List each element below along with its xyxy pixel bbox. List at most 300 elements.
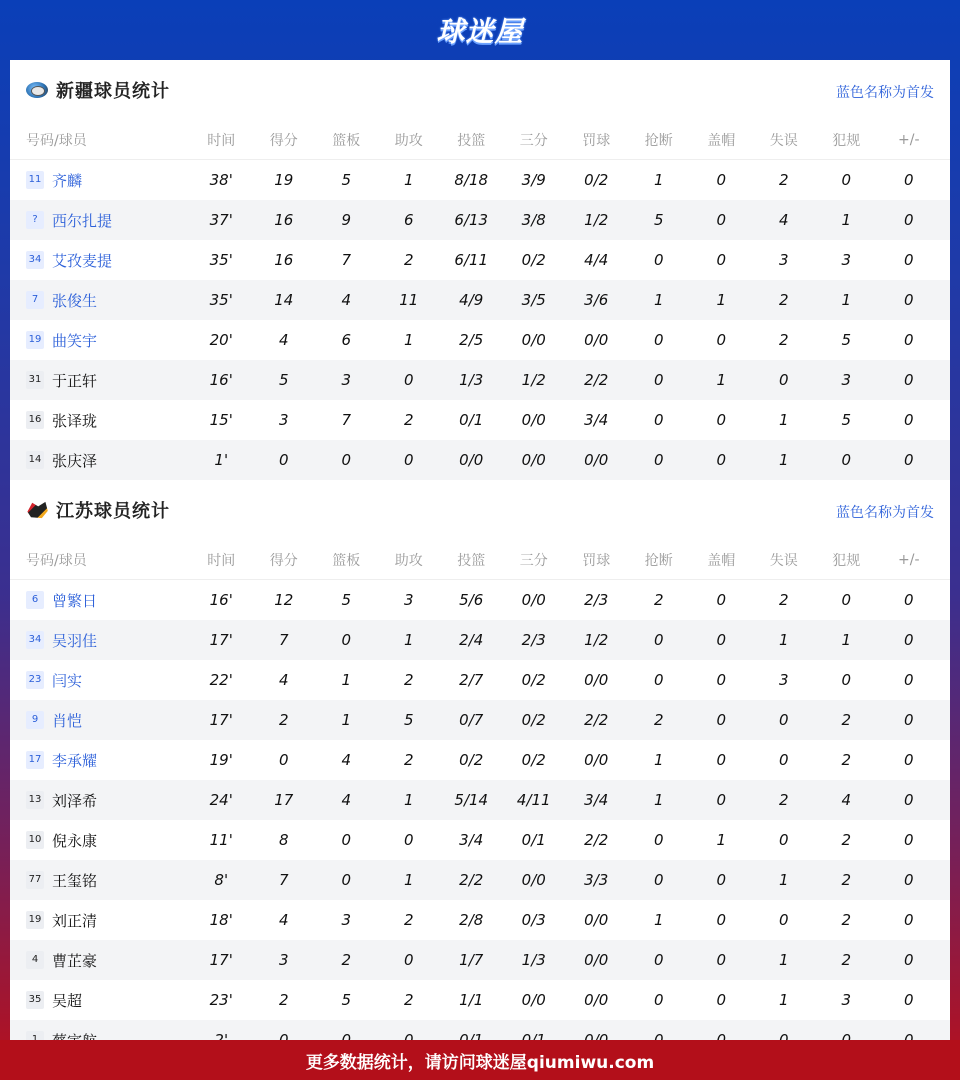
- stat-cell: 2: [778, 331, 789, 349]
- stat-cell: 0: [653, 631, 664, 649]
- stat-cell: 2: [278, 711, 289, 729]
- stat-cell: 4/4: [584, 251, 609, 269]
- stat-cell: 23': [209, 991, 233, 1009]
- stat-cell: 16: [274, 251, 294, 269]
- stat-cell: 0/2: [521, 251, 546, 269]
- jersey-number-badge: 23: [26, 671, 44, 689]
- stat-cell: 3: [778, 671, 789, 689]
- player-cell: [10, 450, 190, 471]
- stat-cell: 35': [209, 251, 233, 269]
- stat-cell: 1: [653, 911, 664, 929]
- jersey-number-badge: 9: [26, 711, 44, 729]
- player-cell: [10, 670, 190, 691]
- stat-cell: 5: [841, 411, 852, 429]
- stat-cell: 3: [841, 251, 852, 269]
- player-cell: [10, 990, 190, 1011]
- stat-cell: 0/0: [459, 451, 484, 469]
- stat-cell: 6/13: [454, 211, 489, 229]
- stat-cell: 18': [209, 911, 233, 929]
- player-cell: [10, 410, 190, 431]
- starter-note: 蓝色名称为首发: [836, 505, 934, 521]
- stat-cell: 24': [209, 791, 233, 809]
- team-header: [10, 480, 950, 540]
- stat-cell: 11: [399, 291, 419, 309]
- column-header: 篮板: [332, 132, 361, 149]
- stat-cell: 0/0: [584, 751, 609, 769]
- player-cell: [10, 250, 190, 271]
- stat-cell: 0: [716, 171, 727, 189]
- stat-cell: 1: [341, 711, 352, 729]
- stat-cell: 15': [209, 411, 233, 429]
- stat-cell: 1: [653, 171, 664, 189]
- player-row[interactable]: [10, 660, 950, 700]
- column-header: 投篮: [457, 552, 486, 569]
- stat-cell: 17': [209, 951, 233, 969]
- stat-cell: 1: [841, 631, 852, 649]
- stat-cell: 0/0: [584, 451, 609, 469]
- player-row[interactable]: [10, 320, 950, 360]
- stat-cell: 12: [274, 591, 294, 609]
- stat-cell: 0: [278, 451, 289, 469]
- player-name[interactable]: 曾繁日: [52, 591, 98, 610]
- stat-cell: 0: [653, 411, 664, 429]
- column-header: 失误: [769, 552, 798, 569]
- stat-cell: 3: [403, 591, 414, 609]
- team-title: 江苏球员统计: [56, 501, 170, 522]
- stat-cell: 1: [716, 371, 727, 389]
- stat-cell: 19: [274, 171, 294, 189]
- stat-cell: 0: [341, 831, 352, 849]
- column-header: 盖帽: [707, 552, 736, 569]
- stat-cell: 2: [841, 751, 852, 769]
- stat-cell: 2/7: [459, 671, 484, 689]
- stat-cell: 0: [903, 251, 914, 269]
- stat-cell: 0: [903, 631, 914, 649]
- stat-cell: 14: [274, 291, 294, 309]
- player-row: [10, 360, 950, 400]
- stat-cell: 0: [716, 331, 727, 349]
- column-header: 抢断: [644, 552, 673, 569]
- stat-cell: 0: [653, 951, 664, 969]
- stat-cell: 0: [778, 831, 789, 849]
- player-name[interactable]: 张俊生: [52, 291, 98, 310]
- stat-cell: 4: [341, 291, 352, 309]
- stat-cell: 4: [341, 751, 352, 769]
- stat-cell: 1: [841, 211, 852, 229]
- column-header: 号码/球员: [26, 132, 87, 149]
- jersey-number-badge: 11: [26, 171, 44, 189]
- stat-cell: 0/2: [521, 711, 546, 729]
- stat-cell: 0: [653, 831, 664, 849]
- stat-cell: 0: [716, 911, 727, 929]
- stat-cell: 0: [903, 411, 914, 429]
- stat-cell: 1: [403, 791, 414, 809]
- column-header: 罚球: [582, 552, 611, 569]
- brand-logo-text: 球迷屋: [436, 15, 524, 48]
- stat-cell: 3/4: [584, 791, 609, 809]
- stat-cell: 3: [841, 991, 852, 1009]
- stat-cell: 0/0: [521, 411, 546, 429]
- player-name: 刘泽希: [52, 791, 98, 810]
- player-row[interactable]: [10, 700, 950, 740]
- stat-cell: 1/1: [459, 991, 484, 1009]
- player-row: [10, 440, 950, 480]
- stat-cell: 8/18: [454, 171, 489, 189]
- stat-cell: 0: [841, 451, 852, 469]
- stat-cell: 3: [341, 371, 352, 389]
- player-name[interactable]: 肖恺: [52, 711, 83, 730]
- stat-cell: 0: [403, 451, 414, 469]
- stat-cell: 0/0: [521, 451, 546, 469]
- stat-cell: 3: [278, 411, 289, 429]
- stat-cell: 5: [341, 171, 352, 189]
- stat-cell: 5: [841, 331, 852, 349]
- player-row[interactable]: [10, 620, 950, 660]
- player-cell: [10, 950, 190, 971]
- stat-cell: 3: [278, 951, 289, 969]
- stat-cell: 0: [403, 951, 414, 969]
- stat-cell: 1/7: [459, 951, 484, 969]
- stat-cell: 38': [209, 171, 233, 189]
- stat-cell: 20': [209, 331, 233, 349]
- brand-header: [0, 0, 960, 60]
- player-row: [10, 780, 950, 820]
- player-cell: [10, 750, 190, 771]
- jersey-number-badge: 17: [26, 751, 44, 769]
- stat-cell: 0: [903, 791, 914, 809]
- stat-cell: 1: [841, 291, 852, 309]
- player-cell: [10, 870, 190, 891]
- table-header-row: [10, 120, 950, 160]
- stat-cell: 0/3: [521, 911, 546, 929]
- player-cell: [10, 590, 190, 611]
- stat-cell: 7: [278, 631, 289, 649]
- stat-cell: 3: [778, 251, 789, 269]
- stat-cell: 4: [278, 911, 289, 929]
- stat-cell: 1: [778, 411, 789, 429]
- player-name[interactable]: 李承耀: [52, 751, 98, 770]
- stat-cell: 1: [778, 631, 789, 649]
- stat-cell: 1: [716, 831, 727, 849]
- stat-cell: 0: [841, 671, 852, 689]
- player-name: 张译珑: [52, 411, 98, 430]
- stat-cell: 4: [841, 791, 852, 809]
- stat-cell: 0: [716, 451, 727, 469]
- player-row[interactable]: [10, 740, 950, 780]
- stat-cell: 2/3: [521, 631, 546, 649]
- stat-cell: 1: [403, 171, 414, 189]
- player-name[interactable]: 曲笑宇: [52, 331, 98, 350]
- stat-cell: 1/2: [584, 211, 609, 229]
- stat-cell: 2: [778, 791, 789, 809]
- footer-text: 更多数据统计，请访问球迷屋qiumiwu.com: [305, 1052, 655, 1073]
- stat-cell: 3/9: [521, 171, 546, 189]
- stat-cell: 4: [341, 791, 352, 809]
- jersey-number-badge: 4: [26, 951, 44, 969]
- stat-cell: 0: [778, 371, 789, 389]
- jersey-number-badge: 19: [26, 911, 44, 929]
- stat-cell: 0: [716, 871, 727, 889]
- stat-cell: 1/2: [584, 631, 609, 649]
- player-row[interactable]: [10, 200, 950, 240]
- stat-cell: 1: [653, 791, 664, 809]
- jersey-number-badge: 6: [26, 591, 44, 609]
- stat-cell: 2: [841, 711, 852, 729]
- stat-cell: 2/2: [584, 371, 609, 389]
- stat-cell: 5: [653, 211, 664, 229]
- stat-cell: 3/8: [521, 211, 546, 229]
- stat-cell: 2/2: [584, 711, 609, 729]
- player-name: 于正轩: [52, 371, 98, 390]
- stat-cell: 11': [209, 831, 233, 849]
- stat-cell: 0: [903, 171, 914, 189]
- stat-cell: 0/2: [521, 671, 546, 689]
- stat-cell: 0: [778, 911, 789, 929]
- player-row[interactable]: [10, 160, 950, 200]
- stat-cell: 1': [214, 451, 229, 469]
- player-row: [10, 820, 950, 860]
- stat-cell: 0/0: [584, 331, 609, 349]
- stat-cell: 0: [903, 951, 914, 969]
- stat-cell: 0: [841, 591, 852, 609]
- stat-cell: 0/0: [584, 991, 609, 1009]
- stat-cell: 0: [716, 411, 727, 429]
- stat-cell: 0: [716, 791, 727, 809]
- stat-cell: 0/0: [521, 871, 546, 889]
- stat-cell: 0: [778, 711, 789, 729]
- stat-cell: 2: [778, 171, 789, 189]
- stat-cell: 1/3: [459, 371, 484, 389]
- stat-cell: 2: [278, 991, 289, 1009]
- stat-cell: 2: [841, 871, 852, 889]
- stat-cell: 5: [278, 371, 289, 389]
- player-cell: [10, 790, 190, 811]
- stat-cell: 3/4: [584, 411, 609, 429]
- stat-cell: 0/0: [584, 951, 609, 969]
- stat-cell: 0: [653, 991, 664, 1009]
- stat-cell: 2/4: [459, 631, 484, 649]
- stat-cell: 1: [403, 871, 414, 889]
- jersey-number-badge: 10: [26, 831, 44, 849]
- stat-cell: 0: [903, 331, 914, 349]
- stat-cell: 2: [341, 951, 352, 969]
- player-cell: [10, 330, 190, 351]
- stat-cell: 2: [653, 711, 664, 729]
- stat-cell: 5/14: [454, 791, 489, 809]
- column-header: 时间: [207, 132, 236, 149]
- stat-cell: 0: [903, 371, 914, 389]
- column-header: 犯规: [832, 552, 861, 569]
- team-title: 新疆球员统计: [56, 81, 170, 102]
- footer-banner: [0, 1040, 960, 1080]
- column-header: 助攻: [394, 132, 423, 149]
- stat-cell: 7: [341, 251, 352, 269]
- stat-cell: 2: [653, 591, 664, 609]
- player-row: [10, 860, 950, 900]
- player-cell: [10, 290, 190, 311]
- stat-cell: 0: [903, 211, 914, 229]
- stat-cell: 0: [903, 711, 914, 729]
- stat-cell: 4/9: [459, 291, 484, 309]
- column-header: 时间: [207, 552, 236, 569]
- jersey-number-badge: 13: [26, 791, 44, 809]
- column-header: 得分: [269, 552, 298, 569]
- stat-cell: 7: [341, 411, 352, 429]
- stat-cell: 0: [341, 451, 352, 469]
- stat-cell: 2/5: [459, 331, 484, 349]
- player-row: [10, 940, 950, 980]
- jersey-number-badge: ?: [26, 211, 44, 229]
- column-header: 篮板: [332, 552, 361, 569]
- stat-cell: 1: [653, 751, 664, 769]
- stat-cell: 4: [278, 331, 289, 349]
- player-name[interactable]: 齐麟: [52, 171, 83, 190]
- stat-cell: 0: [716, 951, 727, 969]
- stat-cell: 0/0: [521, 591, 546, 609]
- player-row: [10, 400, 950, 440]
- jersey-number-badge: 7: [26, 291, 44, 309]
- stat-cell: 1: [716, 291, 727, 309]
- stat-cell: 1: [653, 291, 664, 309]
- xinjiang-logo-icon: [24, 79, 50, 101]
- stat-cell: 0: [903, 831, 914, 849]
- stat-cell: 0: [716, 251, 727, 269]
- column-header: 投篮: [457, 132, 486, 149]
- stat-cell: 6/11: [454, 251, 489, 269]
- stat-cell: 3/6: [584, 291, 609, 309]
- player-name[interactable]: 闫实: [52, 671, 83, 690]
- stat-cell: 3/4: [459, 831, 484, 849]
- player-name: 倪永康: [52, 831, 98, 850]
- player-name[interactable]: 艾孜麦提: [52, 251, 113, 270]
- stat-cell: 0/7: [459, 711, 484, 729]
- player-cell: [10, 630, 190, 651]
- player-name: 张庆泽: [52, 451, 98, 470]
- column-header: 失误: [769, 132, 798, 149]
- column-header: 犯规: [832, 132, 861, 149]
- column-header: 抢断: [644, 132, 673, 149]
- stat-cell: 1: [778, 991, 789, 1009]
- team-header: [10, 60, 950, 120]
- stat-cell: 2/3: [584, 591, 609, 609]
- stat-cell: 0: [653, 371, 664, 389]
- stat-cell: 4: [778, 211, 789, 229]
- stat-cell: 37': [209, 211, 233, 229]
- stat-cell: 1: [341, 671, 352, 689]
- stat-cell: 8: [278, 831, 289, 849]
- stat-cell: 0: [903, 671, 914, 689]
- player-row[interactable]: [10, 280, 950, 320]
- stat-cell: 1: [778, 451, 789, 469]
- stat-cell: 1: [778, 951, 789, 969]
- column-header: 罚球: [582, 132, 611, 149]
- player-row[interactable]: [10, 240, 950, 280]
- jersey-number-badge: 34: [26, 631, 44, 649]
- stat-cell: 9: [341, 211, 352, 229]
- player-name: 刘正清: [52, 911, 98, 930]
- stat-cell: 17: [274, 791, 294, 809]
- stat-cell: 0/2: [521, 751, 546, 769]
- stat-cell: 5: [403, 711, 414, 729]
- player-name[interactable]: 吴羽佳: [52, 631, 98, 650]
- stat-cell: 5/6: [459, 591, 484, 609]
- stat-cell: 2/8: [459, 911, 484, 929]
- stat-cell: 19': [209, 751, 233, 769]
- table-header-row: [10, 540, 950, 580]
- stat-cell: 2/2: [459, 871, 484, 889]
- stat-cell: 0: [903, 991, 914, 1009]
- jersey-number-badge: 14: [26, 451, 44, 469]
- stat-cell: 3/3: [584, 871, 609, 889]
- stat-cell: 2/2: [584, 831, 609, 849]
- stat-cell: 1: [778, 871, 789, 889]
- stat-cell: 0: [278, 751, 289, 769]
- player-name[interactable]: 西尔扎提: [52, 211, 113, 230]
- player-row: [10, 900, 950, 940]
- stat-cell: 0: [403, 371, 414, 389]
- stat-cell: 0: [903, 911, 914, 929]
- stat-cell: 0/0: [521, 331, 546, 349]
- stat-cell: 0: [716, 211, 727, 229]
- stat-cell: 0/1: [521, 831, 546, 849]
- jersey-number-badge: 19: [26, 331, 44, 349]
- stat-cell: 0: [653, 331, 664, 349]
- stat-cell: 0: [716, 991, 727, 1009]
- stat-cell: 4: [278, 671, 289, 689]
- jiangsu-logo-icon: [24, 499, 50, 521]
- stat-cell: 2: [403, 751, 414, 769]
- jersey-number-badge: 31: [26, 371, 44, 389]
- stat-cell: 0: [653, 671, 664, 689]
- stat-cell: 17': [209, 631, 233, 649]
- player-row: [10, 980, 950, 1020]
- stat-cell: 0: [778, 751, 789, 769]
- player-cell: [10, 910, 190, 931]
- column-header: 得分: [269, 132, 298, 149]
- team-section: [10, 60, 950, 480]
- stat-cell: 2: [403, 991, 414, 1009]
- stat-cell: 0: [903, 751, 914, 769]
- stat-cell: 35': [209, 291, 233, 309]
- player-name: 王玺铭: [52, 871, 98, 890]
- column-header: +/-: [898, 131, 920, 148]
- stat-cell: 0/0: [584, 671, 609, 689]
- stat-cell: 2: [841, 951, 852, 969]
- stat-cell: 0/2: [459, 751, 484, 769]
- player-row[interactable]: [10, 580, 950, 620]
- player-cell: [10, 710, 190, 731]
- stats-panel: [10, 60, 950, 1040]
- column-header: 助攻: [394, 552, 423, 569]
- stat-cell: 7: [278, 871, 289, 889]
- column-header: 号码/球员: [26, 552, 87, 569]
- stat-cell: 5: [341, 591, 352, 609]
- stat-cell: 0/2: [584, 171, 609, 189]
- stat-cell: 0: [341, 631, 352, 649]
- stat-cell: 16': [209, 591, 233, 609]
- player-name: 吴超: [52, 991, 83, 1010]
- stat-cell: 2: [778, 291, 789, 309]
- player-cell: [10, 830, 190, 851]
- player-name: 曹芷豪: [52, 951, 98, 970]
- stat-cell: 1/2: [521, 371, 546, 389]
- stat-cell: 0: [653, 451, 664, 469]
- stat-cell: 2: [778, 591, 789, 609]
- stat-cell: 0: [903, 451, 914, 469]
- stat-cell: 3: [341, 911, 352, 929]
- stat-cell: 3: [841, 371, 852, 389]
- stat-cell: 0: [716, 751, 727, 769]
